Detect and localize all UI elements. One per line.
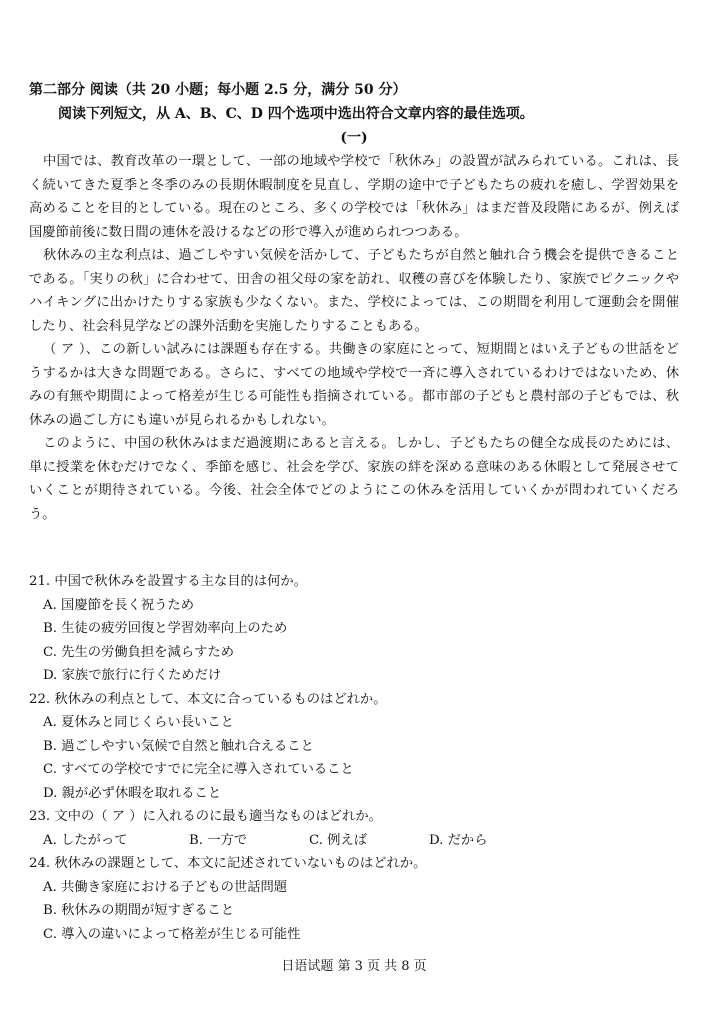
- option-d: D. だから: [429, 832, 488, 848]
- question-stem: 22. 秋休みの利点として、本文に合っているものはどれか。: [29, 691, 387, 707]
- reading-passage: [29, 150, 679, 526]
- passage-number: (一): [340, 130, 368, 146]
- option-a: A. 共働き家庭における子どもの世話問題: [43, 879, 288, 895]
- option-a: A. したがって: [43, 832, 128, 848]
- section-title: 第二部分 阅读（共 20 小题；每小题 2.5 分，满分 50 分）: [29, 82, 407, 98]
- passage-paragraph-3: （ ア ）、この新しい試みには課題も存在する。共働きの家庭にとって、短期間とはいえ子どもの世話をどうするかは大きな問題である。さらに、すべての地域や学校で一斉に導入されているわけではないため、休みの有無や期間によって格差が生じる可能性も指摘されている。都市部の子どもと農村部の子どもでは、秋休みの過ごし方にも違いが見られるかもしれない。: [29, 342, 679, 428]
- option-c: C. 先生の労働負担を減らすため: [43, 644, 235, 660]
- question-21: [29, 570, 679, 688]
- option-b: B. 過ごしやすい気候で自然と触れ合えること: [43, 738, 314, 754]
- option-a: A. 夏休みと同じくらい長いこと: [43, 715, 234, 730]
- option-c: C. 導入の違いによって格差が生じる可能性: [43, 926, 301, 942]
- option-b: B. 秋休みの期間が短すぎること: [43, 903, 235, 918]
- question-stem: 24. 秋休みの課題として、本文に記述されていないものはどれか。: [29, 856, 427, 871]
- reading-instruction: 阅读下列短文，从 A、B、C、D 四个选项中选出符合文章内容的最佳选项。: [58, 106, 534, 122]
- question-24: [29, 852, 679, 946]
- question-stem: 23. 文中の（ ア ）に入れるのに最も適当なものはどれか。: [29, 809, 382, 824]
- option-d: D. 親が必ず休暇を取れること: [43, 785, 222, 801]
- option-a: A. 国慶節を長く祝うため: [43, 597, 195, 613]
- option-row: [29, 829, 679, 853]
- passage-paragraph-4: このように、中国の秋休みはまだ過渡期にあると言える。しかし、子どもたちの健全な成長のためには、単に授業を休むだけでなく、季節を感じ、社会を学び、家族の絆を深める意味のある休暇として発展させていくことが期待されている。今後、社会全体でどのようにこの休みを活用していくかが問われていくだろう。: [29, 436, 679, 522]
- question-stem: 21. 中国で秋休みを設置する主な目的は何か。: [29, 574, 308, 589]
- passage-paragraph-2: 秋休みの主な利点は、過ごしやすい気候を活かして、子どもたちが自然と触れ合う機会を提供できることである。「実りの秋」に合わせて、田舎の祖父母の家を訪れ、収穫の喜びを体験したり、家族でピクニックやハイキングに出かけたりする家族も少なくない。また、学校によっては、この期間を利用して運動会を開催したり、社会科見学などの課外活動を実施したりすることもある。: [29, 248, 679, 334]
- question-22: [29, 688, 679, 806]
- passage-paragraph-1: 中国では、教育改革の一環として、一部の地域や学校で「秋休み」の設置が試みられている。これは、長く続いてきた夏季と冬季のみの長期休暇制度を見直し、学期の途中で子どもたちの疲れを癒し、学習効果を高めることを目的としている。現在のところ、多くの学校では「秋休み」はまだ普及段階にあるが、例えば国慶節前後に数日間の連休を設けるなどの形で導入が進められつつある。: [29, 154, 679, 240]
- page-footer: 日语试题 第 3 页 共 8 页: [281, 959, 427, 974]
- option-d: D. 家族で旅行に行くためだけ: [43, 668, 222, 683]
- option-b: B. 一方で: [189, 832, 248, 848]
- option-b: B. 生徒の疲労回復と学習効率向上のため: [43, 621, 288, 636]
- option-c: C. すべての学校ですでに完全に導入されていること: [43, 762, 354, 777]
- question-list: [29, 570, 679, 946]
- option-c: C. 例えば: [309, 832, 368, 848]
- question-23: [29, 805, 679, 852]
